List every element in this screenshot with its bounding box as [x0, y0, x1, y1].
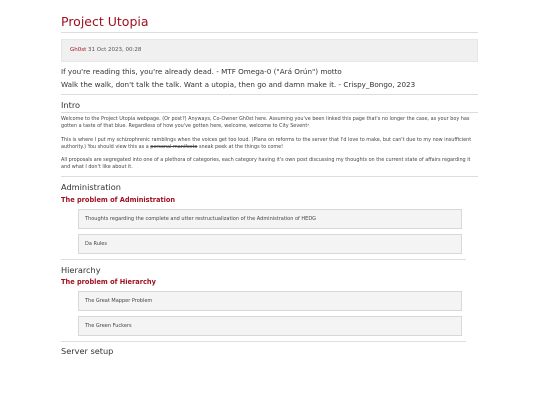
administration-post-card[interactable]: Thoughts regarding the complete and utter restructualization of the Administration of HEDG [78, 209, 462, 229]
hierarchy-subheading[interactable]: The problem of Hierarchy [61, 278, 156, 286]
post-meta [61, 39, 478, 62]
da-rules-post-card[interactable]: Da Rules [78, 234, 462, 254]
intro-divider [61, 112, 478, 113]
administration-subheading[interactable]: The problem of Administration [61, 196, 176, 204]
great-mapper-post-card[interactable]: The Great Mapper Problem [78, 291, 462, 311]
intro-heading: Intro [61, 100, 81, 110]
intro-end-divider [61, 176, 478, 177]
green-post-card[interactable]: The Green Fuckers [78, 316, 462, 336]
intro-paragraph-1: Welcome to the Project Utopia webpage. (Or post?) Anyways, Co-Owner Gh0st here. Assuming you've been linked this page that's no longer the case, as your boy has gotten a taste of that blue. Regardless of how you've gotten here, welcome, welcome to City Seventˣ [61, 116, 470, 129]
page-title: Project Utopia [61, 14, 149, 29]
utopia-quote: Walk the walk, don't talk the talk. Want a utopia, then go and damn make it. - Crispy_Bongo, 2023 [61, 80, 416, 89]
administration-divider [61, 259, 466, 260]
intro-p2-text-after: sneak peek at the things to come! [197, 144, 284, 150]
hierarchy-divider [61, 341, 466, 342]
intro-paragraph-3: All proposals are segregated into one of a plethora of categories, each category having it's own post discussing my thoughts on the current state of affairs regarding it and what I don't like about it. [61, 157, 471, 170]
title-divider [61, 32, 478, 33]
hierarchy-heading: Hierarchy [61, 265, 101, 275]
server-setup-heading: Server setup [61, 346, 114, 356]
post-date: 31 Oct 2023, 00:28 [88, 47, 142, 53]
intro-p2-strikethrough: personal manifesto [150, 144, 198, 150]
post-author[interactable]: Gh0st [70, 47, 87, 53]
intro-p2-text-before: This is where I put my schizophrenic ramblings when the voices get too loud. (Plans on reforms to the server that I'd love to make, but can't due to my now insufficient authority.) You should view this as a [61, 137, 472, 150]
quotes-divider [61, 94, 478, 95]
intro-paragraph-2 [61, 137, 479, 151]
administration-heading: Administration [61, 182, 121, 192]
motto-quote: If you're reading this, you're already dead. - MTF Omega-0 ("Ará Orún") motto [61, 67, 342, 76]
